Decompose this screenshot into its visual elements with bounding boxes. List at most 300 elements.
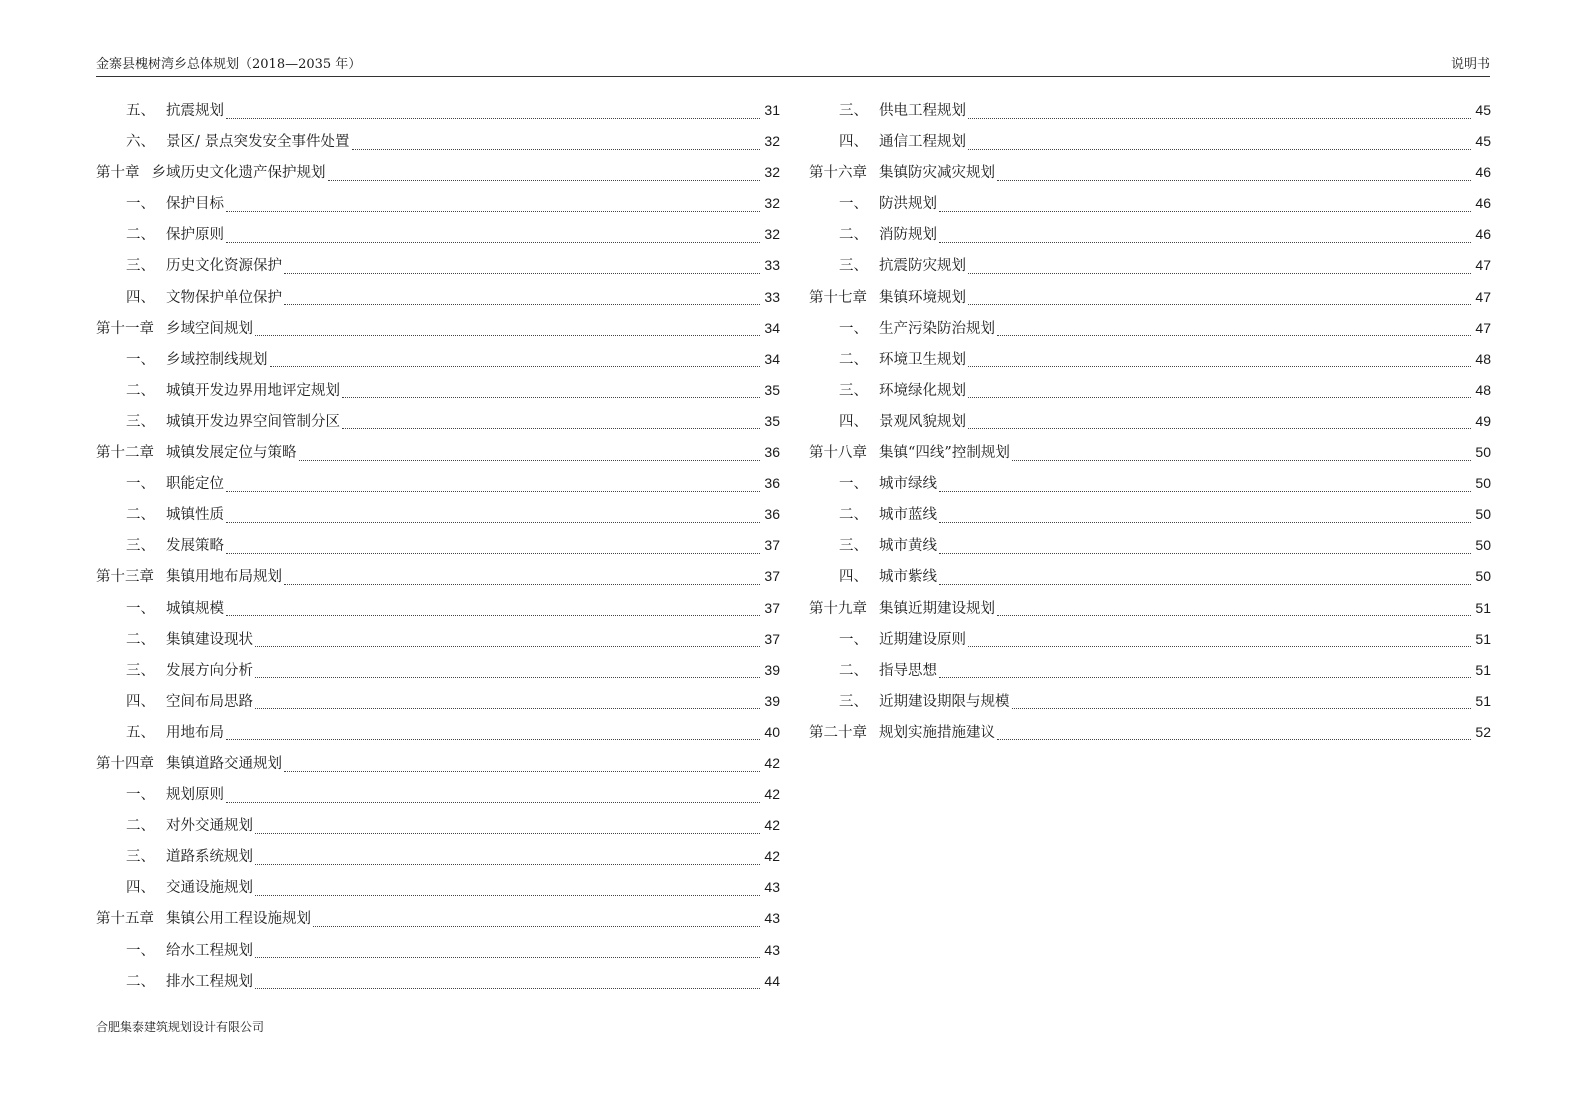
toc-dot-leader <box>226 210 760 212</box>
toc-entry-number: 四、 <box>126 693 155 710</box>
toc-page-number: 39 <box>764 661 780 678</box>
toc-section-entry[interactable] <box>809 627 1491 658</box>
toc-entry-number: 二、 <box>126 818 155 835</box>
toc-dot-leader <box>226 117 760 119</box>
toc-entry-label <box>809 628 966 652</box>
toc-entry-number: 六、 <box>126 134 155 151</box>
toc-entry-label <box>809 99 966 123</box>
toc-page-number: 50 <box>1475 537 1491 554</box>
toc-entry-label <box>809 503 937 527</box>
toc-page-number: 43 <box>764 910 780 927</box>
toc-entry-label <box>96 99 224 123</box>
toc-entry-number: 三、 <box>839 103 868 119</box>
toc-entry-title: 环境卫生规划 <box>879 351 966 368</box>
toc-entry-number: 三、 <box>126 538 155 555</box>
toc-entry-number: 一、 <box>126 351 155 368</box>
toc-page-number: 42 <box>764 754 780 771</box>
toc-page-number: 45 <box>1475 133 1491 150</box>
toc-entry-title: 城镇性质 <box>166 507 224 524</box>
toc-entry-number: 一、 <box>839 196 868 213</box>
toc-page-number: 37 <box>764 599 780 616</box>
toc-entry-label <box>96 659 253 683</box>
toc-section-entry[interactable] <box>96 98 780 129</box>
toc-dot-leader <box>939 521 1471 523</box>
toc-entry-number: 一、 <box>126 787 155 804</box>
toc-entry-label <box>96 223 224 247</box>
toc-dot-leader <box>255 645 760 647</box>
toc-entry-number: 四、 <box>126 289 155 306</box>
toc-page-number: 37 <box>764 630 780 647</box>
toc-section-entry[interactable] <box>809 533 1491 564</box>
toc-dot-leader <box>313 925 760 927</box>
toc-dot-leader <box>255 707 760 709</box>
toc-dot-leader <box>968 117 1471 119</box>
toc-entry-label <box>96 534 224 558</box>
toc-dot-leader <box>226 521 760 523</box>
toc-section-entry[interactable] <box>809 129 1491 160</box>
toc-page-number: 51 <box>1475 630 1491 647</box>
toc-dot-leader <box>997 738 1471 740</box>
toc-section-entry[interactable] <box>809 253 1491 284</box>
toc-dot-leader <box>352 148 761 150</box>
toc-entry-title: 城市绿线 <box>879 476 937 493</box>
toc-entry-number: 三、 <box>126 258 155 275</box>
toc-dot-leader <box>1012 707 1472 709</box>
toc-entry-number: 一、 <box>126 600 155 617</box>
toc-entry-number: 一、 <box>126 196 155 213</box>
toc-section-entry[interactable] <box>809 471 1491 502</box>
toc-section-entry[interactable] <box>96 502 780 533</box>
toc-dot-leader <box>270 365 761 367</box>
toc-page-number: 46 <box>1475 195 1491 212</box>
toc-page-number: 45 <box>1475 102 1491 118</box>
toc-entry-title: 发展方向分析 <box>166 662 253 679</box>
toc-dot-leader <box>968 303 1471 305</box>
toc-entry-number: 二、 <box>126 507 155 524</box>
toc-entry-number: 第十一章 <box>96 320 154 337</box>
toc-dot-leader <box>226 738 760 740</box>
toc-dot-leader <box>939 241 1471 243</box>
toc-entry-label <box>96 597 224 621</box>
toc-dot-leader <box>226 241 760 243</box>
toc-entry-label <box>809 534 937 558</box>
toc-entry-title: 城市黄线 <box>879 538 937 555</box>
toc-entry-label <box>809 410 966 434</box>
toc-entry-title: 历史文化资源保护 <box>166 258 282 275</box>
toc-entry-label <box>96 472 224 496</box>
toc-entry-label <box>96 970 253 994</box>
toc-page-number: 50 <box>1475 475 1491 492</box>
toc-dot-leader <box>1012 459 1471 461</box>
toc-entry-label <box>809 472 937 496</box>
toc-entry-label <box>809 379 966 403</box>
toc-entry-title: 保护目标 <box>166 196 224 213</box>
toc-entry-number: 三、 <box>839 258 868 275</box>
toc-chapter-entry[interactable] <box>96 440 780 471</box>
toc-page-number: 50 <box>1475 506 1491 523</box>
toc-dot-leader <box>255 676 760 678</box>
toc-entry-label <box>809 254 966 278</box>
toc-dot-leader <box>968 396 1471 398</box>
toc-page-number: 34 <box>764 350 780 367</box>
toc-dot-leader <box>968 148 1471 150</box>
toc-chapter-entry[interactable] <box>96 564 780 595</box>
toc-section-entry[interactable] <box>96 689 780 720</box>
toc-entry-number: 三、 <box>839 382 868 399</box>
toc-page-number: 49 <box>1475 412 1491 429</box>
toc-page-number: 48 <box>1475 350 1491 367</box>
toc-page-number: 37 <box>764 537 780 554</box>
toc-entry-label <box>96 876 253 900</box>
toc-page-number: 36 <box>764 506 780 523</box>
toc-entry-title: 集镇环境规划 <box>879 289 966 306</box>
toc-entry-title: 规划实施措施建议 <box>879 724 995 741</box>
toc-section-entry[interactable] <box>809 502 1491 533</box>
toc-entry-title: 排水工程规划 <box>166 973 253 990</box>
toc-entry-label <box>96 317 253 341</box>
toc-column-right <box>809 98 1491 751</box>
toc-section-entry[interactable] <box>809 347 1491 378</box>
toc-section-entry[interactable] <box>809 378 1491 409</box>
toc-entry-label <box>96 379 340 403</box>
toc-entry-title: 空间布局思路 <box>166 693 253 710</box>
toc-page-number: 33 <box>764 288 780 305</box>
document-type: 说明书 <box>1450 57 1490 72</box>
toc-page-number: 35 <box>764 381 780 398</box>
page-header <box>96 56 1490 77</box>
toc-page-number: 36 <box>764 444 780 461</box>
toc-page-number: 43 <box>764 879 780 896</box>
toc-page-number: 33 <box>764 257 780 274</box>
toc-page-number: 46 <box>1475 226 1491 243</box>
toc-entry-number: 二、 <box>126 973 155 990</box>
toc-entry-title: 城市蓝线 <box>879 507 937 524</box>
toc-entry-number: 一、 <box>126 942 155 959</box>
toc-entry-number: 二、 <box>126 631 155 648</box>
toc-entry-number: 第十九章 <box>809 600 867 617</box>
toc-entry-title: 消防规划 <box>879 227 937 244</box>
toc-dot-leader <box>968 427 1471 429</box>
toc-chapter-entry[interactable] <box>809 720 1491 751</box>
toc-entry-title: 职能定位 <box>166 476 224 493</box>
toc-entry-label <box>809 130 966 154</box>
toc-entry-title: 集镇道路交通规划 <box>166 755 282 772</box>
toc-section-entry[interactable] <box>96 596 780 627</box>
toc-section-entry[interactable] <box>809 222 1491 253</box>
toc-section-entry[interactable] <box>96 253 780 284</box>
toc-entry-number: 第十四章 <box>96 755 154 772</box>
toc-chapter-entry[interactable] <box>96 906 780 937</box>
toc-entry-title: 保护原则 <box>166 227 224 244</box>
toc-entry-number: 第十二章 <box>96 445 154 462</box>
toc-dot-leader <box>255 832 760 834</box>
toc-entry-title: 抗震规划 <box>166 103 224 119</box>
toc-section-entry[interactable] <box>96 658 780 689</box>
toc-dot-leader <box>255 987 760 989</box>
toc-entry-label <box>96 286 282 310</box>
toc-entry-title: 道路系统规划 <box>166 849 253 866</box>
toc-chapter-entry[interactable] <box>809 160 1491 191</box>
toc-column-left <box>96 98 780 1000</box>
toc-entry-number: 第十五章 <box>96 911 154 928</box>
toc-entry-label <box>96 845 253 869</box>
toc-entry-title: 文物保护单位保护 <box>166 289 282 306</box>
toc-section-entry[interactable] <box>96 409 780 440</box>
toc-entry-number: 一、 <box>839 631 868 648</box>
toc-entry-label <box>809 286 966 310</box>
toc-entry-number: 三、 <box>839 538 868 555</box>
toc-entry-title: 景区/ 景点突发安全事件处置 <box>166 134 350 151</box>
toc-dot-leader <box>939 676 1471 678</box>
toc-entry-title: 生产污染防治规划 <box>879 320 995 337</box>
toc-dot-leader <box>284 583 760 585</box>
toc-dot-leader <box>939 552 1471 554</box>
toc-page-number: 43 <box>764 941 780 958</box>
toc-entry-label <box>96 814 253 838</box>
toc-entry-title: 城市紫线 <box>879 569 937 586</box>
toc-entry-number: 三、 <box>839 693 868 710</box>
toc-entry-title: 用地布局 <box>166 724 224 741</box>
toc-entry-title: 乡域历史文化遗产保护规划 <box>151 165 326 182</box>
toc-entry-title: 指导思想 <box>879 662 937 679</box>
toc-dot-leader <box>226 552 760 554</box>
toc-entry-number: 一、 <box>126 476 155 493</box>
toc-entry-label <box>96 939 253 963</box>
toc-section-entry[interactable] <box>96 782 780 813</box>
toc-dot-leader <box>226 801 760 803</box>
toc-entry-title: 集镇用地布局规划 <box>166 569 282 586</box>
toc-entry-title: 集镇建设现状 <box>166 631 253 648</box>
toc-page-number: 52 <box>1475 723 1491 740</box>
toc-entry-number: 一、 <box>839 320 868 337</box>
toc-dot-leader <box>997 179 1471 181</box>
toc-entry-label <box>96 628 253 652</box>
toc-dot-leader <box>342 396 760 398</box>
toc-chapter-entry[interactable] <box>96 160 780 191</box>
toc-entry-number: 第十六章 <box>809 165 867 182</box>
toc-entry-title: 近期建设原则 <box>879 631 966 648</box>
toc-entry-number: 二、 <box>126 227 155 244</box>
toc-dot-leader <box>939 210 1471 212</box>
toc-chapter-entry[interactable] <box>809 285 1491 316</box>
toc-entry-label <box>809 690 1010 714</box>
toc-page-number: 46 <box>1475 164 1491 181</box>
toc-dot-leader <box>226 614 760 616</box>
toc-entry-number: 第十章 <box>96 165 140 182</box>
toc-page-number: 47 <box>1475 319 1491 336</box>
toc-section-entry[interactable] <box>96 875 780 906</box>
toc-page-number: 48 <box>1475 381 1491 398</box>
toc-entry-number: 第十七章 <box>809 289 867 306</box>
toc-entry-title: 城镇开发边界用地评定规划 <box>166 382 340 399</box>
toc-entry-label <box>96 783 224 807</box>
toc-page-number: 40 <box>764 723 780 740</box>
toc-page-number: 32 <box>764 226 780 243</box>
toc-entry-title: 城镇规模 <box>166 600 224 617</box>
toc-entry-title: 给水工程规划 <box>166 942 253 959</box>
toc-page-number: 32 <box>764 195 780 212</box>
toc-chapter-entry[interactable] <box>809 440 1491 471</box>
toc-entry-label <box>809 223 937 247</box>
toc-dot-leader <box>284 272 760 274</box>
toc-page-number: 32 <box>764 164 780 181</box>
toc-entry-number: 二、 <box>839 351 868 368</box>
toc-entry-label <box>96 752 282 776</box>
toc-entry-label <box>96 192 224 216</box>
toc-page-number: 50 <box>1475 444 1491 461</box>
toc-chapter-entry[interactable] <box>96 751 780 782</box>
toc-entry-title: 城镇发展定位与策略 <box>166 445 297 462</box>
toc-page-number: 44 <box>764 972 780 989</box>
toc-entry-title: 乡域控制线规划 <box>166 351 268 368</box>
toc-entry-label <box>809 659 937 683</box>
toc-section-entry[interactable] <box>96 191 780 222</box>
toc-entry-label <box>96 441 297 465</box>
toc-entry-label <box>96 254 282 278</box>
toc-dot-leader <box>226 490 760 492</box>
toc-entry-title: 规划原则 <box>166 787 224 804</box>
toc-section-entry[interactable] <box>96 378 780 409</box>
toc-entry-number: 一、 <box>839 476 868 493</box>
toc-entry-label <box>96 130 350 154</box>
toc-entry-label <box>96 348 268 372</box>
toc-dot-leader <box>299 459 761 461</box>
toc-section-entry[interactable] <box>96 222 780 253</box>
toc-entry-title: 抗震防灾规划 <box>879 258 966 275</box>
toc-page-number: 42 <box>764 817 780 834</box>
toc-section-entry[interactable] <box>809 564 1491 595</box>
document-title: 金寨县槐树湾乡总体规划（2018—2035 年） <box>96 57 362 72</box>
toc-entry-number: 五、 <box>126 103 155 119</box>
toc-section-entry[interactable] <box>96 627 780 658</box>
toc-entry-label <box>96 410 340 434</box>
toc-entry-label <box>96 565 282 589</box>
toc-page-number: 34 <box>764 319 780 336</box>
toc-dot-leader <box>939 583 1471 585</box>
toc-section-entry[interactable] <box>809 658 1491 689</box>
toc-page-number: 51 <box>1475 661 1491 678</box>
toc-page-number: 32 <box>764 133 780 150</box>
toc-entry-label <box>809 721 995 745</box>
toc-section-entry[interactable] <box>96 129 780 160</box>
toc-dot-leader <box>997 614 1471 616</box>
toc-page-number: 42 <box>764 786 780 803</box>
toc-entry-number: 四、 <box>126 880 155 897</box>
toc-entry-title: 交通设施规划 <box>166 880 253 897</box>
toc-entry-number: 二、 <box>839 507 868 524</box>
toc-entry-title: 乡域空间规划 <box>166 320 253 337</box>
toc-section-entry[interactable] <box>809 191 1491 222</box>
toc-entry-title: 集镇公用工程设施规划 <box>166 911 311 928</box>
toc-page-number: 36 <box>764 475 780 492</box>
toc-section-entry[interactable] <box>96 720 780 751</box>
toc-section-entry[interactable] <box>96 969 780 1000</box>
toc-entry-title: 通信工程规划 <box>879 134 966 151</box>
toc-dot-leader <box>997 334 1471 336</box>
toc-page-number: 37 <box>764 568 780 585</box>
toc-entry-number: 二、 <box>126 382 155 399</box>
toc-entry-title: 集镇“四线”控制规划 <box>879 445 1010 462</box>
toc-entry-number: 二、 <box>839 227 868 244</box>
toc-entry-label <box>809 565 937 589</box>
toc-page-number: 42 <box>764 848 780 865</box>
toc-section-entry[interactable] <box>809 98 1491 129</box>
toc-entry-number: 五、 <box>126 724 155 741</box>
toc-dot-leader <box>328 179 761 181</box>
toc-entry-label <box>96 907 311 931</box>
toc-entry-label <box>809 317 995 341</box>
toc-section-entry[interactable] <box>96 471 780 502</box>
toc-section-entry[interactable] <box>96 813 780 844</box>
toc-entry-number: 四、 <box>839 134 868 151</box>
toc-dot-leader <box>284 303 760 305</box>
toc-dot-leader <box>968 365 1471 367</box>
toc-entry-title: 集镇近期建设规划 <box>879 600 995 617</box>
toc-entry-label <box>809 597 995 621</box>
toc-section-entry[interactable] <box>96 347 780 378</box>
toc-entry-number: 二、 <box>839 662 868 679</box>
toc-dot-leader <box>284 770 760 772</box>
toc-page-number: 31 <box>764 102 780 118</box>
toc-entry-label <box>809 348 966 372</box>
toc-page-number: 47 <box>1475 257 1491 274</box>
toc-page-number: 47 <box>1475 288 1491 305</box>
toc-dot-leader <box>255 956 760 958</box>
toc-entry-label <box>96 721 224 745</box>
toc-dot-leader <box>255 863 760 865</box>
toc-section-entry[interactable] <box>96 285 780 316</box>
toc-entry-number: 第十三章 <box>96 569 154 586</box>
toc-dot-leader <box>342 427 760 429</box>
toc-entry-label <box>96 161 326 185</box>
toc-entry-label <box>809 161 995 185</box>
toc-entry-title: 对外交通规划 <box>166 818 253 835</box>
toc-entry-number: 三、 <box>126 413 155 430</box>
toc-section-entry[interactable] <box>96 938 780 969</box>
toc-dot-leader <box>968 272 1471 274</box>
footer-company: 合肥集泰建筑规划设计有限公司 <box>96 1020 265 1034</box>
toc-entry-title: 集镇防灾减灾规划 <box>879 165 995 182</box>
toc-page-number: 50 <box>1475 568 1491 585</box>
toc-entry-label <box>96 503 224 527</box>
toc-page-number: 51 <box>1475 599 1491 616</box>
toc-section-entry[interactable] <box>96 844 780 875</box>
toc-entry-title: 防洪规划 <box>879 196 937 213</box>
toc-dot-leader <box>968 645 1471 647</box>
toc-section-entry[interactable] <box>809 409 1491 440</box>
toc-entry-title: 城镇开发边界空间管制分区 <box>166 413 340 430</box>
toc-page-number: 35 <box>764 412 780 429</box>
toc-entry-label <box>809 192 937 216</box>
toc-dot-leader <box>255 334 760 336</box>
toc-entry-title: 供电工程规划 <box>879 103 966 119</box>
toc-section-entry[interactable] <box>96 533 780 564</box>
toc-section-entry[interactable] <box>809 316 1491 347</box>
toc-entry-title: 环境绿化规划 <box>879 382 966 399</box>
toc-page-number: 51 <box>1475 692 1491 709</box>
toc-dot-leader <box>255 894 760 896</box>
toc-chapter-entry[interactable] <box>809 596 1491 627</box>
toc-dot-leader <box>939 490 1471 492</box>
toc-chapter-entry[interactable] <box>96 316 780 347</box>
toc-section-entry[interactable] <box>809 689 1491 720</box>
toc-entry-label <box>96 690 253 714</box>
toc-entry-title: 景观风貌规划 <box>879 413 966 430</box>
toc-entry-number: 四、 <box>839 413 868 430</box>
toc-entry-label <box>809 441 1010 465</box>
toc-entry-title: 发展策略 <box>166 538 224 555</box>
toc-entry-number: 三、 <box>126 662 155 679</box>
